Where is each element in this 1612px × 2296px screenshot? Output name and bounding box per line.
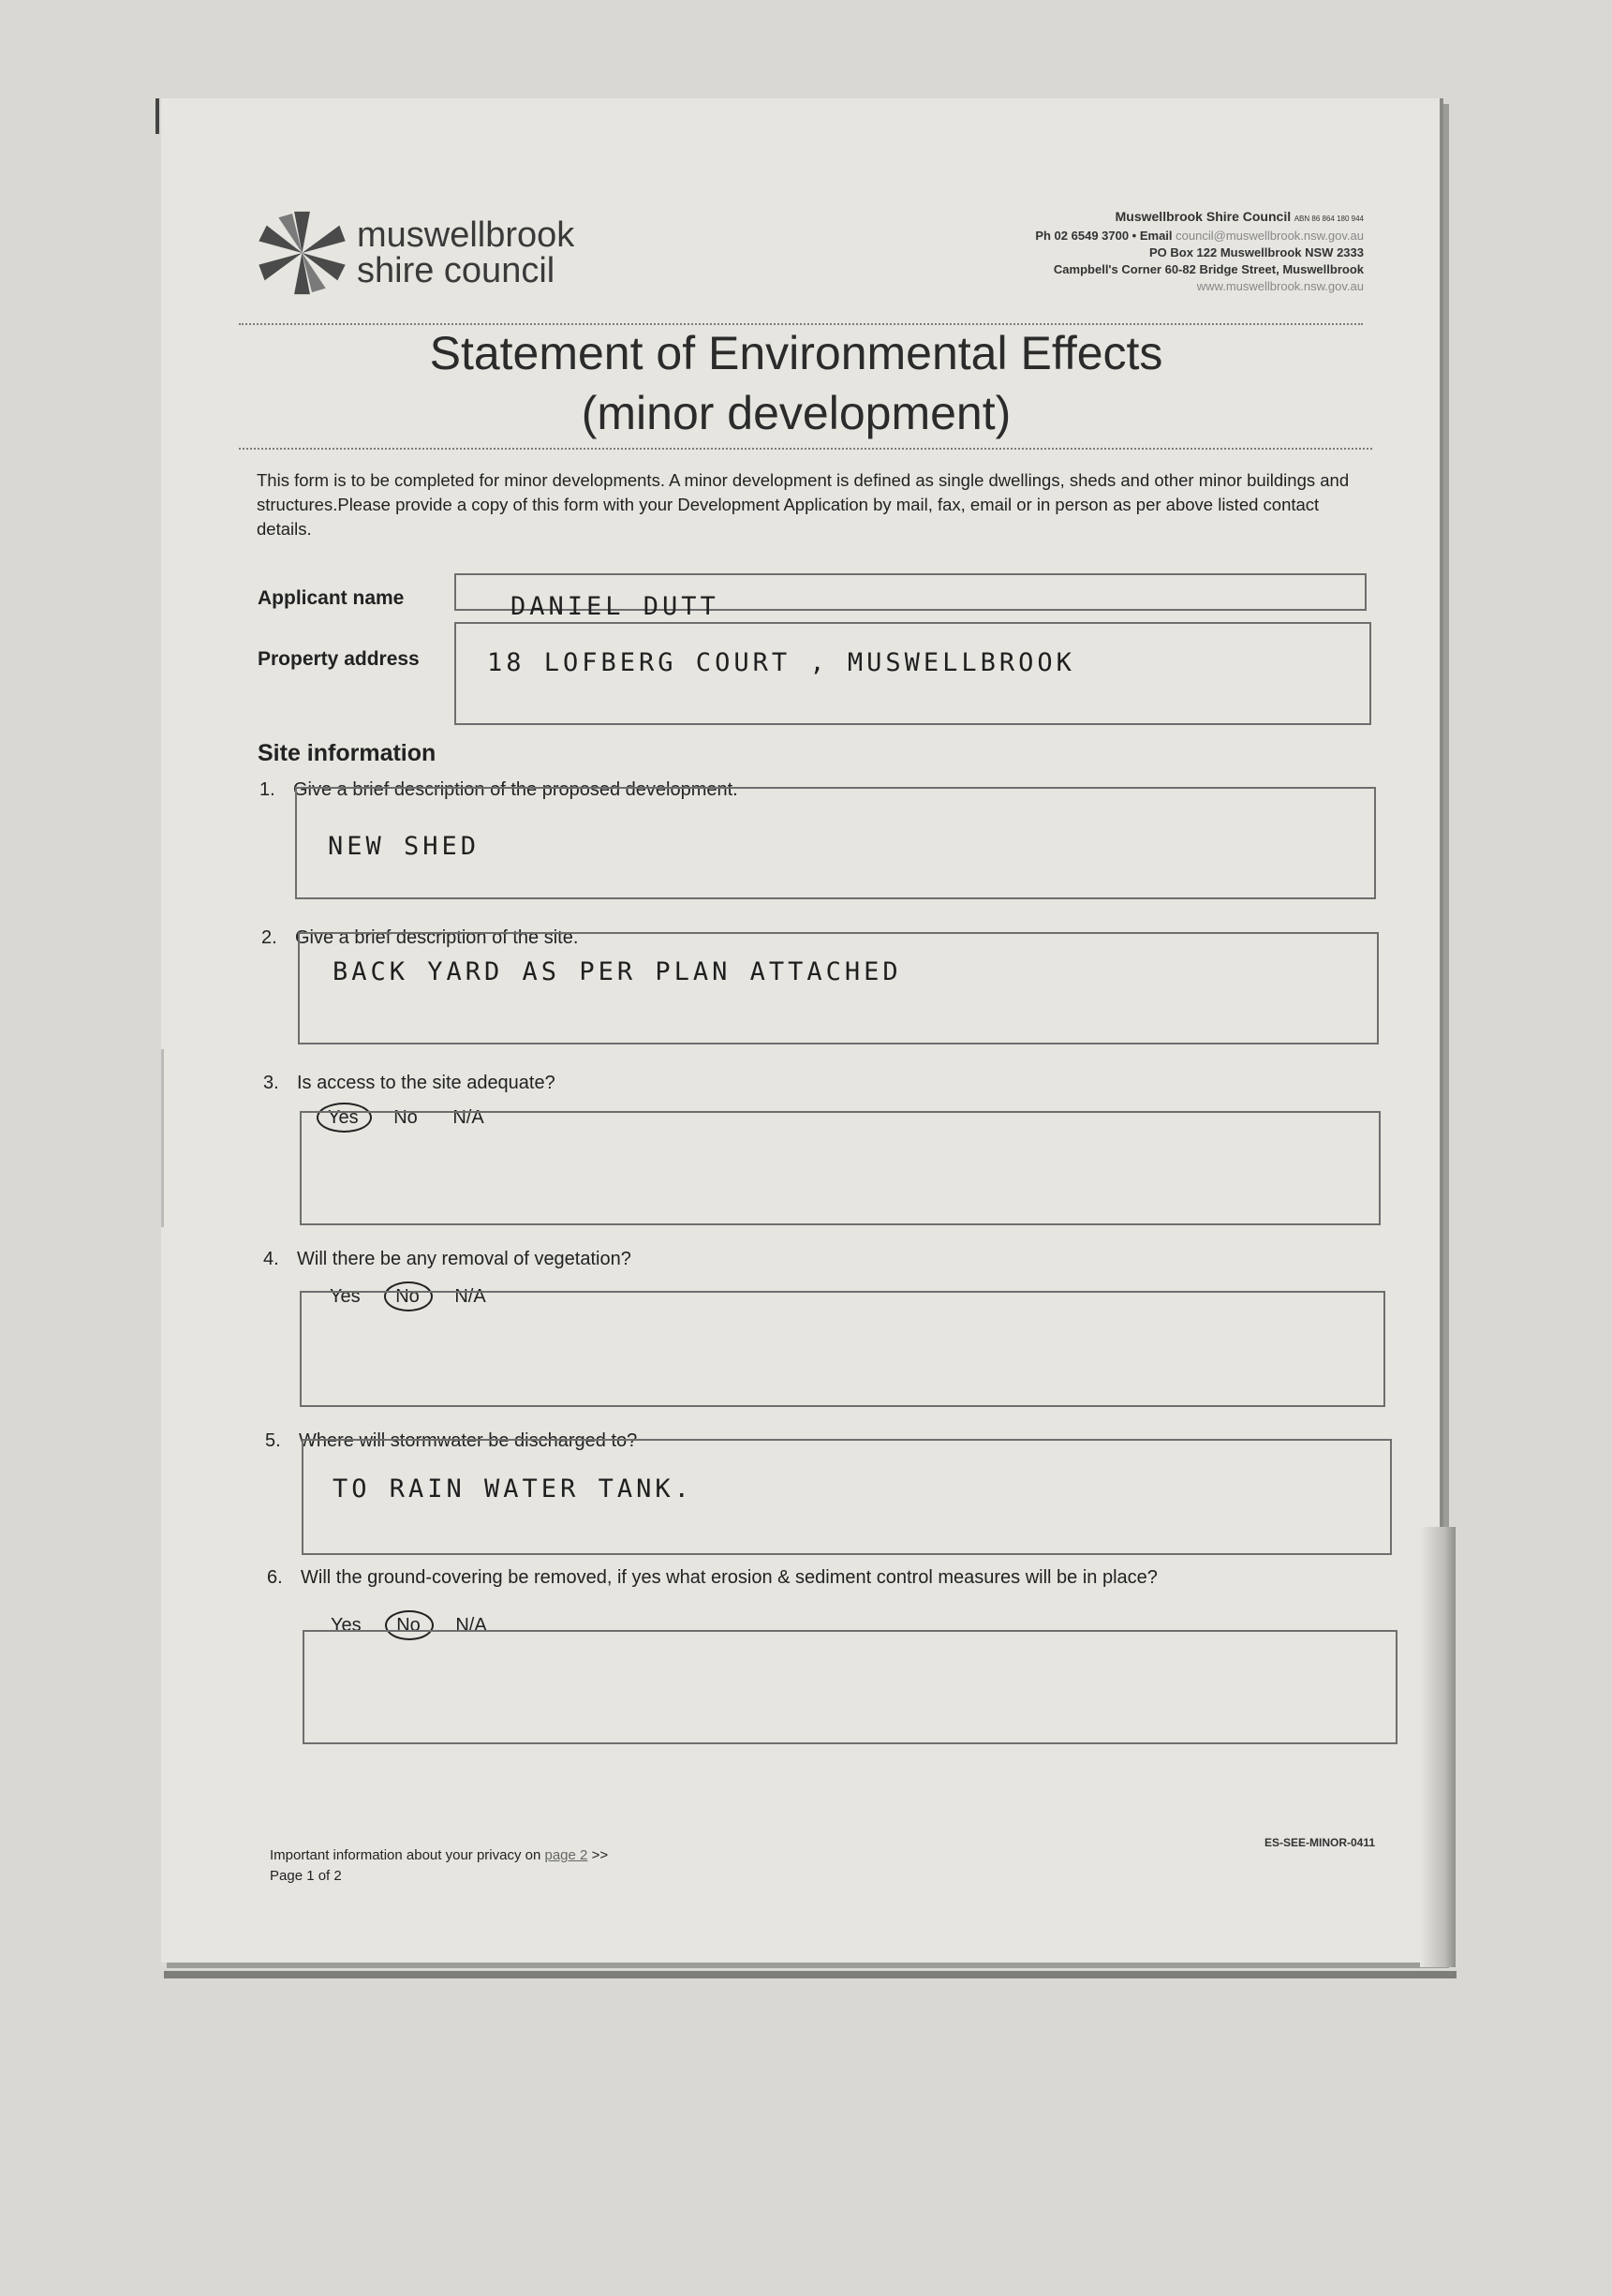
question-text: Will there be any removal of vegetation? — [297, 1249, 631, 1269]
council-abn: ABN 86 864 180 944 — [1294, 215, 1364, 223]
website-link[interactable]: www.muswellbrook.nsw.gov.au — [1196, 279, 1364, 293]
option-no[interactable]: No — [396, 1615, 421, 1636]
page-edge — [164, 1971, 1457, 1978]
option-na[interactable]: N/A — [454, 1286, 486, 1307]
answer-box-4[interactable] — [300, 1291, 1385, 1407]
question-text: Give a brief description of the site. — [295, 927, 579, 948]
form-code: ES-SEE-MINOR-0411 — [1264, 1836, 1376, 1849]
option-no[interactable]: No — [395, 1286, 420, 1307]
divider — [239, 448, 1372, 450]
po-box: PO Box 122 Muswellbrook NSW 2333 — [1148, 245, 1364, 259]
applicant-label: Applicant name — [258, 587, 405, 609]
option-yes[interactable]: Yes — [331, 1615, 362, 1636]
question-text: Where will stormwater be discharged to? — [299, 1430, 638, 1451]
footer-left — [270, 1845, 608, 1887]
council-logo — [253, 201, 574, 304]
privacy-text: Important information about your privacy on — [270, 1847, 541, 1863]
contact-details — [839, 208, 1364, 295]
logo-line-2: shire council — [357, 251, 555, 290]
question-text: Is access to the site adequate? — [297, 1073, 555, 1093]
option-yes[interactable]: Yes — [330, 1286, 361, 1307]
answer-box-6[interactable] — [303, 1630, 1398, 1744]
site-info-heading: Site information — [258, 740, 436, 766]
street-address: Campbell's Corner 60-82 Bridge Street, Muswellbrook — [1053, 262, 1364, 276]
answer-1: NEW SHED — [328, 832, 481, 861]
option-no[interactable]: No — [393, 1107, 418, 1128]
question-text: Give a brief description of the proposed development. — [293, 779, 738, 800]
page-fold-mark — [155, 98, 176, 134]
question-number: 1. — [259, 779, 275, 800]
form-title: Statement of Environmental Effects — [429, 327, 1163, 379]
property-label: Property address — [258, 648, 420, 670]
star-logo-icon — [253, 201, 351, 304]
council-name: Muswellbrook Shire Council — [1115, 209, 1292, 224]
answer-5: TO RAIN WATER TANK. — [333, 1474, 693, 1504]
question-3 — [263, 1073, 555, 1094]
intro-text: This form is to be completed for minor developments. A minor development is defined as single dwellings, sheds and other minor buildings and structures.Please provide a copy of this form with your Development Application by mail, fax, email or in person as per above listed contact details. — [257, 470, 1350, 539]
answer-box-2[interactable] — [298, 932, 1379, 1044]
option-na[interactable]: N/A — [455, 1615, 487, 1636]
option-yes[interactable]: Yes — [328, 1107, 359, 1128]
page-number: Page 1 of 2 — [270, 1868, 342, 1884]
email-link[interactable]: council@muswellbrook.nsw.gov.au — [1176, 229, 1364, 243]
question-4 — [263, 1249, 631, 1270]
question-number: 2. — [261, 927, 277, 948]
phone-line: Ph 02 6549 3700 • Email — [1035, 229, 1173, 243]
question-number: 6. — [267, 1567, 283, 1588]
page-shadow — [1420, 1527, 1456, 1967]
privacy-link[interactable]: page 2 — [544, 1847, 588, 1863]
form-subtitle: (minor development) — [581, 387, 1012, 439]
privacy-arrow: >> — [591, 1847, 609, 1863]
question-6 — [267, 1567, 1158, 1589]
answer-2: BACK YARD AS PER PLAN ATTACHED — [333, 957, 902, 986]
question-number: 4. — [263, 1249, 279, 1269]
logo-line-1: muswellbrook — [357, 215, 575, 255]
property-value: 18 LOFBERG COURT , MUSWELLBROOK — [487, 648, 1075, 677]
question-text: Will the ground-covering be removed, if yes what erosion & sediment control measures will be in place? — [301, 1567, 1158, 1588]
question-number: 5. — [265, 1430, 281, 1451]
option-na[interactable]: N/A — [452, 1107, 484, 1128]
page-crease — [161, 1049, 164, 1227]
answer-box-3[interactable] — [300, 1111, 1381, 1225]
question-number: 3. — [263, 1073, 279, 1093]
applicant-value: DANIEL DUTT — [510, 592, 719, 621]
